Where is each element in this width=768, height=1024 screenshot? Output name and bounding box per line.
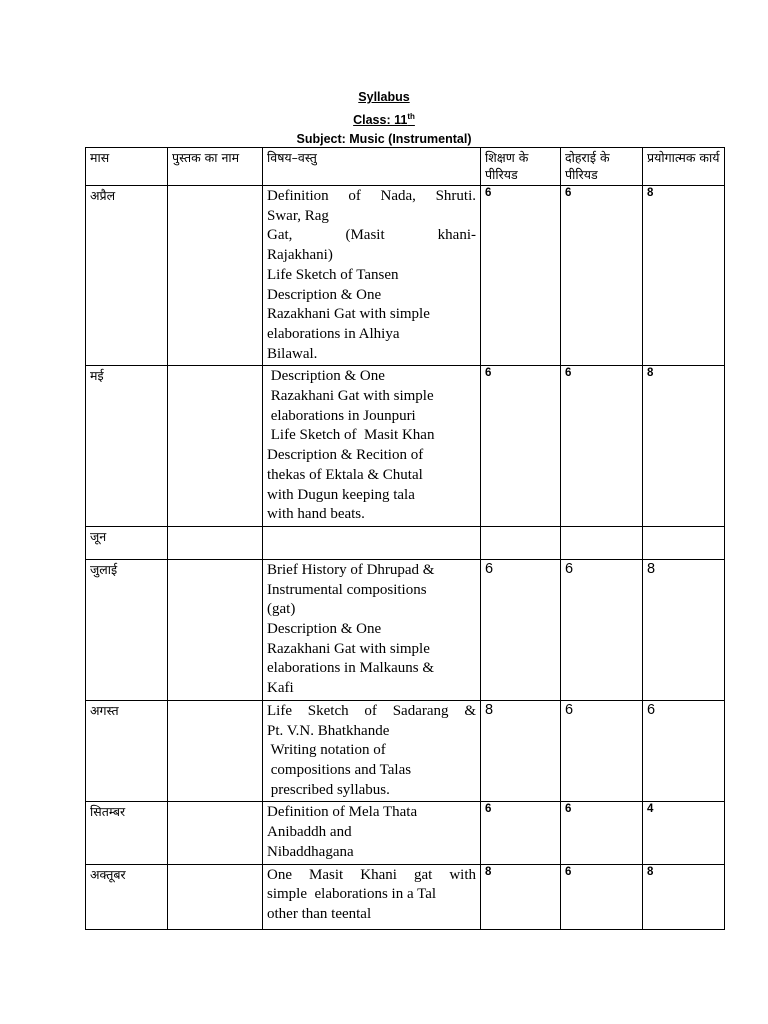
header-book-name: पुस्तक का नाम <box>168 148 263 186</box>
title-syllabus: Syllabus <box>358 90 410 104</box>
revision-periods-cell: 6 <box>561 559 643 700</box>
month-cell: सितम्बर <box>86 802 168 864</box>
table-header-row <box>86 148 725 186</box>
table-row <box>86 700 725 802</box>
teaching-periods-cell: 6 <box>481 559 561 700</box>
content-line: Writing notation of <box>267 742 386 759</box>
practical-work-cell: 8 <box>643 186 725 366</box>
content-line: Nibaddhagana <box>267 843 354 860</box>
month-cell: मई <box>86 366 168 527</box>
content-line: Instrumental compositions <box>267 581 427 598</box>
teaching-periods-cell: 8 <box>481 700 561 802</box>
teaching-periods-cell <box>481 526 561 559</box>
header-practical-work: प्रयोगात्मक कार्य <box>643 148 725 186</box>
table-row <box>86 802 725 864</box>
content-line: Definition of Mela Thata <box>267 804 418 821</box>
content-cell <box>263 186 481 366</box>
book-cell <box>168 864 263 929</box>
practical-work-cell: 6 <box>643 700 725 802</box>
teaching-periods-cell: 6 <box>481 366 561 527</box>
practical-work-cell: 8 <box>643 559 725 700</box>
content-line: elaborations in Malkauns & <box>267 660 435 677</box>
header-teaching-periods: शिक्षण के पीरियड <box>481 148 561 186</box>
syllabus-table <box>85 147 725 930</box>
content-cell <box>263 802 481 864</box>
content-line: Life Sketch of Masit Khan <box>267 427 435 444</box>
revision-periods-cell: 6 <box>561 186 643 366</box>
class-label: Class: 11 <box>353 113 408 127</box>
content-cell <box>263 700 481 802</box>
content-line: Kafi <box>267 680 294 697</box>
book-cell <box>168 186 263 366</box>
practical-work-cell: 8 <box>643 366 725 527</box>
content-line: Description & One <box>267 286 382 303</box>
content-line: Pt. V.N. Bhatkhande <box>267 722 390 739</box>
content-cell <box>263 559 481 700</box>
teaching-periods-cell: 8 <box>481 864 561 929</box>
content-line: with hand beats. <box>267 506 365 523</box>
content-cell <box>263 864 481 929</box>
content-line: Bilawal. <box>267 345 318 362</box>
content-line: prescribed syllabus. <box>267 781 390 798</box>
content-line: compositions and Talas <box>267 761 412 778</box>
content-line: Life Sketch of Sadarang & <box>267 702 476 719</box>
class-superscript: th <box>407 112 415 121</box>
month-cell: जून <box>86 526 168 559</box>
content-line: Razakhani Gat with simple <box>267 306 430 323</box>
table-row <box>86 559 725 700</box>
content-line: Anibaddh and <box>267 824 352 841</box>
header-revision-periods: दोहराई के पीरियड <box>561 148 643 186</box>
content-line: Description & One <box>267 368 385 385</box>
title-class <box>0 107 768 130</box>
practical-work-cell: 4 <box>643 802 725 864</box>
content-line: Life Sketch of Tansen <box>267 266 399 283</box>
content-line: elaborations in Jounpuri <box>267 407 416 424</box>
practical-work-cell: 8 <box>643 864 725 929</box>
content-line: other than teental <box>267 905 372 922</box>
revision-periods-cell: 6 <box>561 864 643 929</box>
revision-periods-cell: 6 <box>561 366 643 527</box>
month-cell: अगस्त <box>86 700 168 802</box>
content-line: with Dugun keeping tala <box>267 486 415 503</box>
content-line: simple elaborations in a Tal <box>267 886 437 903</box>
header-content: विषय–वस्तु <box>263 148 481 186</box>
content-cell <box>263 526 481 559</box>
teaching-periods-cell: 6 <box>481 802 561 864</box>
title-subject: Subject: Music (Instrumental) <box>296 132 472 146</box>
practical-work-cell <box>643 526 725 559</box>
header-month: मास <box>86 148 168 186</box>
content-line: Definition of Nada, Shruti. <box>267 188 476 204</box>
content-line: (gat) <box>267 601 296 618</box>
book-cell <box>168 802 263 864</box>
content-line: Gat, (Masit khani- <box>267 227 476 244</box>
document-title-block <box>0 88 768 149</box>
table-row <box>86 186 725 366</box>
revision-periods-cell: 6 <box>561 700 643 802</box>
content-line: Razakhani Gat with simple <box>267 640 430 657</box>
content-line: Description & Recition of <box>267 447 424 464</box>
table-row <box>86 366 725 527</box>
table-row <box>86 864 725 929</box>
table-row <box>86 526 725 559</box>
book-cell <box>168 559 263 700</box>
content-line: thekas of Ektala & Chutal <box>267 466 423 483</box>
revision-periods-cell <box>561 526 643 559</box>
month-cell: जुलाई <box>86 559 168 700</box>
book-cell <box>168 366 263 527</box>
content-line: Rajakhani) <box>267 247 333 264</box>
content-line: Swar, Rag <box>267 207 329 224</box>
content-cell <box>263 366 481 527</box>
book-cell <box>168 700 263 802</box>
month-cell: अक्तूबर <box>86 864 168 929</box>
revision-periods-cell: 6 <box>561 802 643 864</box>
content-line: One Masit Khani gat with <box>267 866 476 883</box>
content-line: Description & One <box>267 621 382 638</box>
content-line: elaborations in Alhiya <box>267 325 400 342</box>
content-line: Brief History of Dhrupad & <box>267 561 435 578</box>
month-cell: अप्रैल <box>86 186 168 366</box>
teaching-periods-cell: 6 <box>481 186 561 366</box>
book-cell <box>168 526 263 559</box>
content-line: Razakhani Gat with simple <box>267 388 434 405</box>
